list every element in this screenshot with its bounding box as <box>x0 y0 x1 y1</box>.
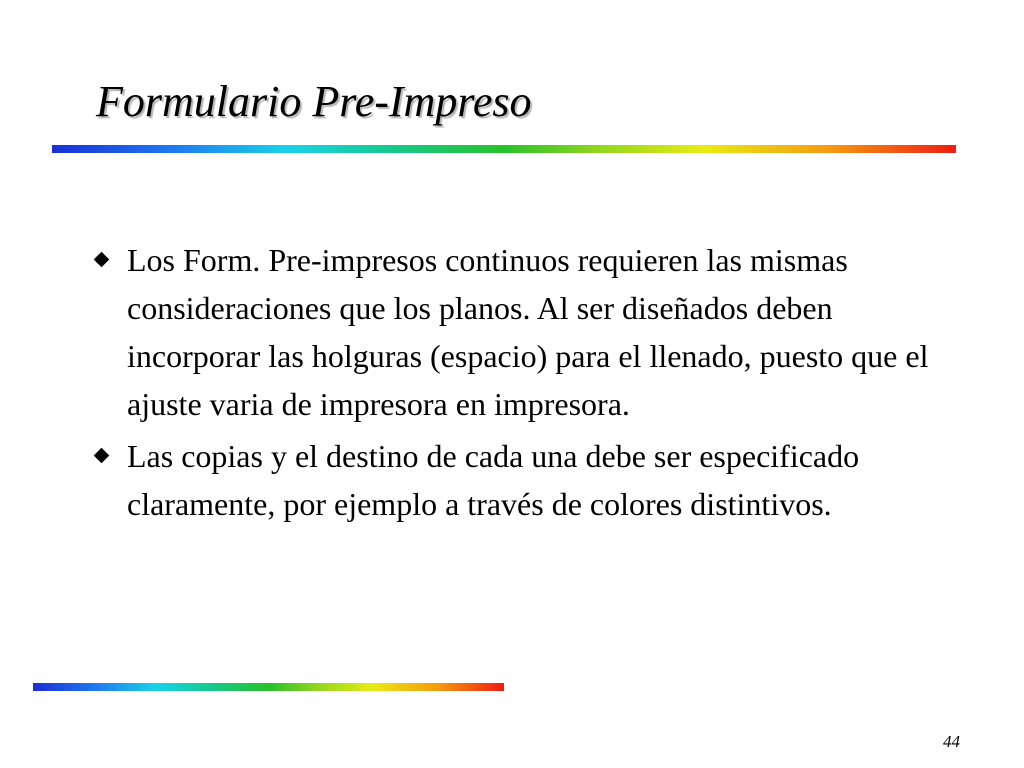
diamond-bullet-icon <box>94 448 110 464</box>
title-divider-bar <box>52 145 956 153</box>
bullet-item <box>90 432 950 528</box>
footer-divider-bar <box>33 683 504 691</box>
bullet-list <box>90 236 950 532</box>
page-number: 44 <box>943 732 960 751</box>
diamond-bullet-icon <box>94 252 110 268</box>
bullet-text: Los Form. Pre-impresos continuos requieren las mismas consideraciones que los planos. Al ser diseñados deben incorporar las holguras (espacio) para el llenado, puesto que el ajuste varia de impresora en impresora. <box>127 242 929 422</box>
bullet-text: Las copias y el destino de cada una debe ser especificado claramente, por ejemplo a través de colores distintivos. <box>127 438 860 522</box>
slide-title: Formulario Pre-Impreso <box>96 77 532 126</box>
bullet-item <box>90 236 950 428</box>
